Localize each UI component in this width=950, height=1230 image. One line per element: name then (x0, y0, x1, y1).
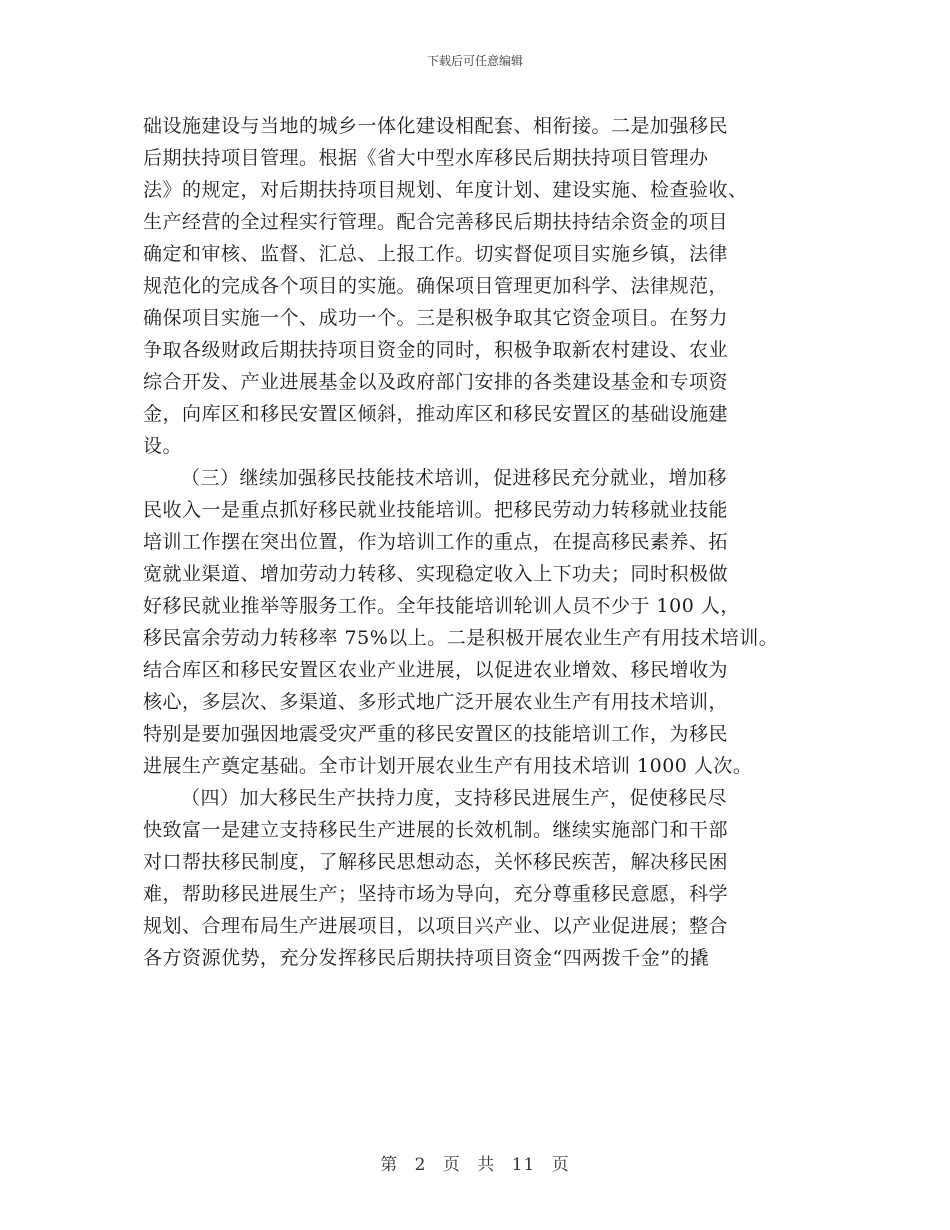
text-line: 确保项目实施一个、成功一个。三是积极争取其它资金项目。在努力 (143, 307, 729, 329)
text-line: 好移民就业推举等服务工作。全年技能培训轮训人员不少于 100 人， (143, 595, 740, 617)
text-line: 综合开发、产业进展基金以及政府部门安排的各类建设基金和专项资 (143, 371, 729, 393)
text-line: 设。 (143, 435, 183, 457)
text-line: 核心，多层次、多渠道、多形式地广泛开展农业生产有用技术培训， (143, 691, 729, 713)
text-line: 民收入一是重点抓好移民就业技能培训。把移民劳动力转移就业技能 (143, 499, 729, 521)
text-line: 难，帮助移民进展生产；坚持市场为导向，充分尊重移民意愿，科学 (143, 883, 729, 905)
text-line: 各方资源优势，充分发挥移民后期扶持项目资金“四两拨千金”的撬 (143, 947, 710, 969)
section-heading-line: （四）加大移民生产扶持力度，支持移民进展生产，促使移民尽 (181, 787, 728, 809)
footer-total-pages: 11 (511, 1155, 536, 1175)
text-line: 规范化的完成各个项目的实施。确保项目管理更加科学、法律规范， (143, 275, 729, 297)
text-line: 宽就业渠道、增加劳动力转移、实现稳定收入上下功夫；同时积极做 (143, 563, 729, 585)
document-body (143, 110, 843, 974)
text-line: 金，向库区和移民安置区倾斜，推动库区和移民安置区的基础设施建 (143, 403, 729, 425)
text-line: 后期扶持项目管理。根据《省大中型水库移民后期扶持项目管理办 (143, 147, 709, 169)
footer-current-page: 2 (414, 1155, 427, 1175)
page-header: 下载后可任意编辑 (426, 54, 523, 68)
text-line: 移民富余劳动力转移率 75%以上。二是积极开展农业生产有用技术培训。 (143, 627, 779, 649)
text-line: 生产经营的全过程实行管理。配合完善移民后期扶持结余资金的项目 (143, 211, 729, 233)
text-line: 结合库区和移民安置区农业产业进展，以促进农业增效、移民增收为 (143, 659, 729, 681)
text-line: 法》的规定，对后期扶持项目规划、年度计划、建设实施、检查验收、 (143, 179, 748, 201)
text-line: 争取各级财政后期扶持项目资金的同时，积极争取新农村建设、农业 (143, 339, 729, 361)
text-line: 对口帮扶移民制度，了解移民思想动态，关怀移民疾苦，解决移民困 (143, 851, 729, 873)
text-line: 础设施建设与当地的城乡一体化建设相配套、相衔接。二是加强移民 (143, 115, 729, 137)
page-footer (0, 1150, 950, 1175)
text-line: 培训工作摆在突出位置，作为培训工作的重点，在提高移民素养、拓 (143, 531, 729, 553)
text-line: 进展生产奠定基础。全市计划开展农业生产有用技术培训 1000 人次。 (143, 755, 753, 777)
text-line: 快致富一是建立支持移民生产进展的长效机制。继续实施部门和干部 (143, 819, 729, 841)
footer-label-unit: 页 (442, 1155, 461, 1175)
footer-label-total: 共 (477, 1155, 496, 1175)
section-heading-line: （三）继续加强移民技能技术培训，促进移民充分就业，增加移 (181, 467, 728, 489)
text-line: 特别是要加强因地震受灾严重的移民安置区的技能培训工作，为移民 (143, 723, 729, 745)
text-line: 规划、合理布局生产进展项目，以项目兴产业、以产业促进展；整合 (143, 915, 729, 937)
text-line: 确定和审核、监督、汇总、上报工作。切实督促项目实施乡镇，法律 (143, 243, 729, 265)
footer-label-unit-2: 页 (551, 1155, 570, 1175)
footer-label-page: 第 (380, 1155, 399, 1175)
